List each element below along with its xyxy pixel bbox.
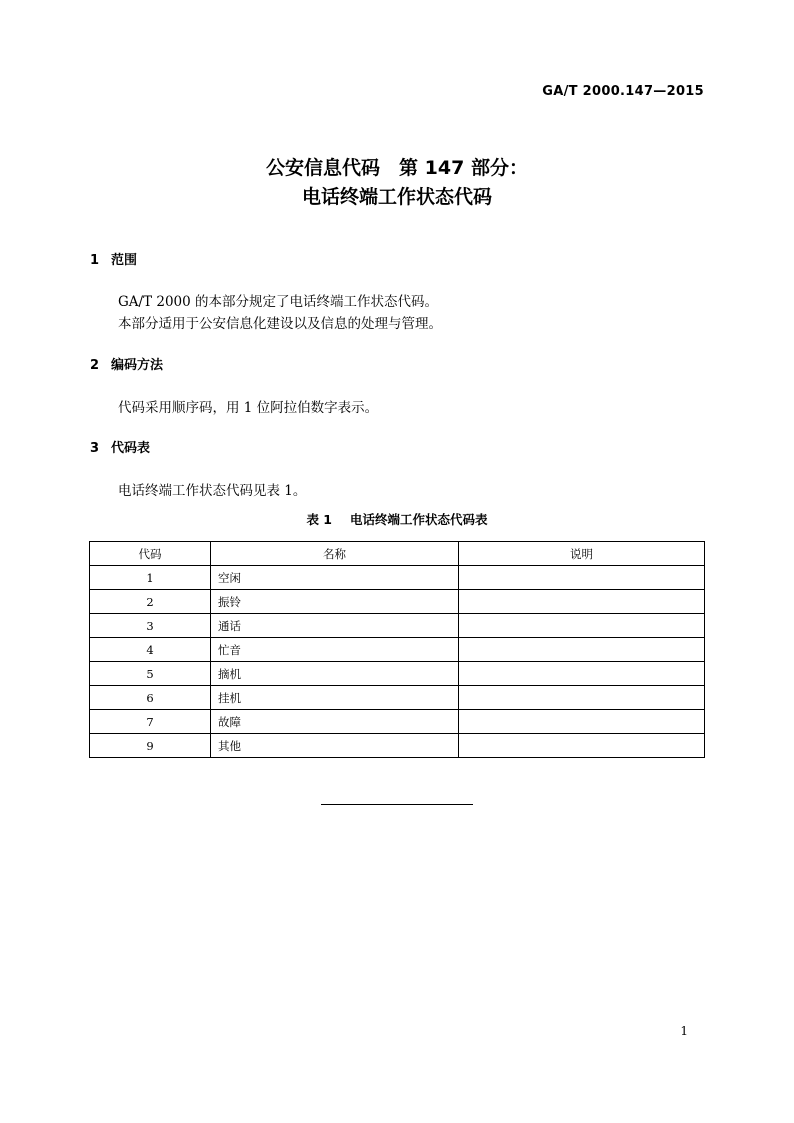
column-header-code: 代码: [90, 542, 211, 566]
document-title-line2: 电话终端工作状态代码: [301, 186, 492, 208]
name-cell: 通话: [211, 614, 459, 638]
column-header-name: 名称: [211, 542, 459, 566]
code-table: [89, 541, 705, 758]
code-cell: 7: [90, 710, 211, 734]
page-number: 1: [680, 1024, 688, 1038]
code-cell: 5: [90, 662, 211, 686]
paragraph: 代码采用顺序码，用 1 位阿拉伯数字表示。: [118, 400, 379, 416]
description-cell: [459, 590, 705, 614]
section-title: 代码表: [111, 441, 151, 456]
paragraph: 电话终端工作状态代码见表 1。: [118, 483, 307, 499]
description-cell: [459, 686, 705, 710]
table-row: [90, 590, 705, 614]
description-cell: [459, 734, 705, 758]
description-cell: [459, 566, 705, 590]
name-cell: 挂机: [211, 686, 459, 710]
table-caption-title: 电话终端工作状态代码表: [350, 512, 488, 527]
table-row: [90, 638, 705, 662]
section-title: 编码方法: [111, 358, 164, 373]
description-cell: [459, 638, 705, 662]
code-cell: 2: [90, 590, 211, 614]
table-row: [90, 686, 705, 710]
section-number: 3: [90, 441, 100, 456]
code-cell: 3: [90, 614, 211, 638]
table-header-row: [90, 542, 705, 566]
table-row: [90, 566, 705, 590]
section-heading-scope: [90, 249, 137, 268]
name-cell: 故障: [211, 710, 459, 734]
description-cell: [459, 614, 705, 638]
code-cell: 9: [90, 734, 211, 758]
name-cell: 忙音: [211, 638, 459, 662]
table-row: [90, 734, 705, 758]
name-cell: 振铃: [211, 590, 459, 614]
document-title-line1: 公安信息代码 第 147 部分：: [266, 157, 528, 179]
description-cell: [459, 662, 705, 686]
name-cell: 空闲: [211, 566, 459, 590]
paragraph: 本部分适用于公安信息化建设以及信息的处理与管理。: [118, 316, 442, 332]
section-heading-coding-method: [90, 354, 163, 373]
name-cell: 其他: [211, 734, 459, 758]
name-cell: 摘机: [211, 662, 459, 686]
code-cell: 4: [90, 638, 211, 662]
description-cell: [459, 710, 705, 734]
section-number: 1: [90, 253, 100, 268]
end-of-document-rule: [321, 804, 473, 805]
table-row: [90, 710, 705, 734]
section-heading-code-table: [90, 437, 150, 456]
table-caption-label: 表 1: [306, 512, 333, 527]
paragraph: GA/T 2000 的本部分规定了电话终端工作状态代码。: [118, 294, 439, 310]
column-header-description: 说明: [459, 542, 705, 566]
table-row: [90, 614, 705, 638]
code-cell: 1: [90, 566, 211, 590]
section-title: 范围: [111, 253, 138, 268]
standard-number: GA/T 2000.147—2015: [542, 84, 704, 99]
section-number: 2: [90, 358, 100, 373]
table-caption: [0, 510, 794, 528]
code-cell: 6: [90, 686, 211, 710]
table-row: [90, 662, 705, 686]
